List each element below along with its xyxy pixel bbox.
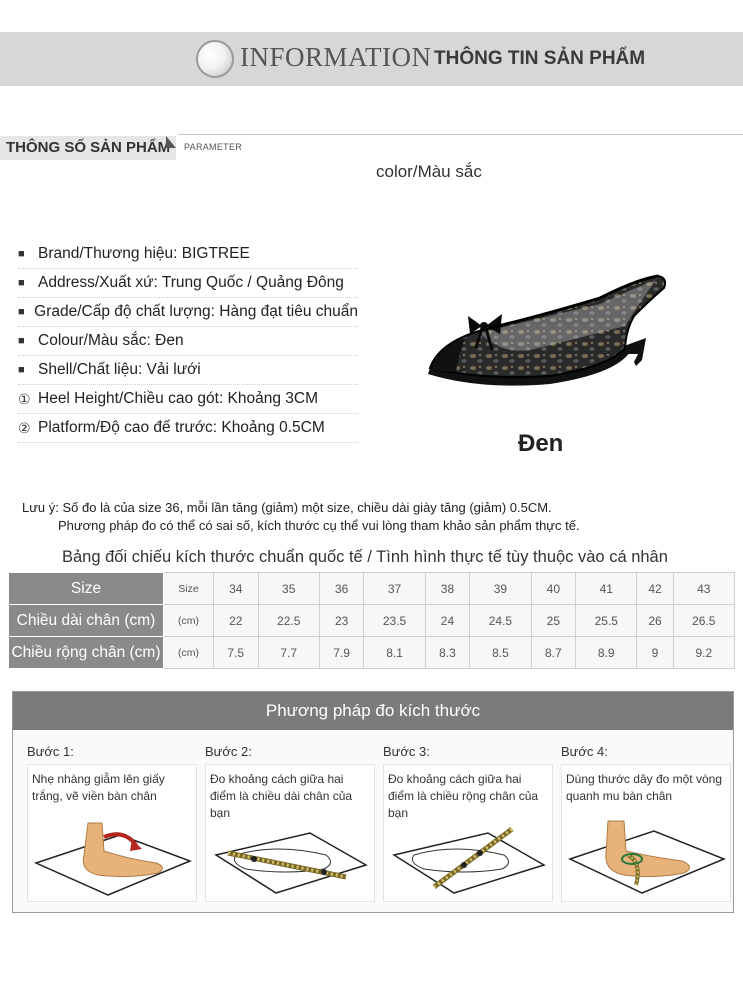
table-cell: 36 — [319, 573, 364, 605]
table-cell: 22.5 — [258, 605, 319, 637]
spec-item-platform — [18, 414, 358, 443]
table-cell: 7.5 — [214, 637, 259, 669]
bullet-icon: ■ — [18, 335, 25, 347]
step-label: Bước 2: — [205, 744, 252, 759]
spec-item-brand — [18, 240, 358, 269]
size-chart-title: Bảng đối chiếu kích thước chuẩn quốc tế / Tình hình thực tế tùy thuộc vào cá nhân — [62, 548, 668, 566]
note-line-2: Phương pháp đo có thể có sai số, kích thước cụ thể vui lòng tham khảo sản phẩm thực tế. — [58, 518, 580, 533]
triangle-icon — [166, 136, 176, 148]
table-cell: 35 — [258, 573, 319, 605]
spec-list — [18, 240, 358, 443]
parameter-header — [0, 134, 743, 160]
table-cell: 26.5 — [673, 605, 734, 637]
table-row — [9, 573, 735, 605]
table-cell: 9 — [637, 637, 673, 669]
table-cell: 24.5 — [470, 605, 531, 637]
row-unit: Size — [164, 573, 214, 605]
step-label: Bước 1: — [27, 744, 74, 759]
step-card — [205, 764, 375, 902]
row-header: Chiều rộng chân (cm) — [9, 637, 164, 669]
table-cell: 26 — [637, 605, 673, 637]
table-cell: 24 — [425, 605, 470, 637]
table-cell: 9.2 — [673, 637, 734, 669]
spec-text: Grade/Cấp độ chất lượng: Hàng đạt tiêu chuẩn — [34, 303, 358, 320]
table-cell: 8.3 — [425, 637, 470, 669]
spec-text: Colour/Màu sắc: Đen — [38, 332, 184, 349]
note-line-1: Lưu ý: Số đo là của size 36, mỗi lần tăng (giảm) một size, chiều dài giày tăng (giảm) 0.5CM. — [22, 500, 552, 515]
table-cell: 39 — [470, 573, 531, 605]
foot-length-ruler-icon — [206, 815, 374, 901]
color-label: color/Màu sắc — [376, 162, 482, 181]
foot-tape-measure-icon — [562, 815, 730, 901]
spec-text: Platform/Độ cao đế trước: Khoảng 0.5CM — [38, 419, 325, 436]
step-3 — [383, 744, 553, 902]
divider — [178, 134, 743, 135]
table-row — [9, 637, 735, 669]
spec-item-material — [18, 356, 358, 385]
step-description: Dùng thước dây đo một vòng quanh mu bàn chân — [566, 772, 722, 803]
spec-text: Heel Height/Chiều cao gót: Khoảng 3CM — [38, 390, 319, 407]
spec-item-heel-height — [18, 385, 358, 414]
step-2 — [205, 744, 375, 902]
foot-width-ruler-icon — [384, 815, 552, 901]
row-header: Chiều dài chân (cm) — [9, 605, 164, 637]
table-cell: 40 — [531, 573, 576, 605]
spec-item-address — [18, 269, 358, 298]
table-cell: 8.1 — [364, 637, 425, 669]
row-unit: (cm) — [164, 605, 214, 637]
spec-text: Shell/Chất liệu: Vải lưới — [38, 361, 201, 378]
measure-panel — [12, 691, 734, 913]
table-row — [9, 605, 735, 637]
parameter-title: THÔNG SỐ SẢN PHẨM — [0, 136, 176, 160]
banner-title-vi: THÔNG TIN SẢN PHẨM — [434, 48, 646, 69]
bullet-icon: ■ — [18, 364, 25, 376]
step-description: Đo khoảng cách giữa hai điểm là chiều dài chân của bạn — [210, 772, 353, 820]
measure-title: Phương pháp đo kích thước — [13, 692, 733, 730]
step-card — [561, 764, 731, 902]
table-cell: 22 — [214, 605, 259, 637]
spec-text: Brand/Thương hiệu: BIGTREE — [38, 245, 250, 262]
table-cell: 25 — [531, 605, 576, 637]
table-cell: 41 — [576, 573, 637, 605]
row-unit: (cm) — [164, 637, 214, 669]
table-cell: 7.7 — [258, 637, 319, 669]
table-cell: 23.5 — [364, 605, 425, 637]
table-cell: 37 — [364, 573, 425, 605]
table-cell: 43 — [673, 573, 734, 605]
circle-logo-icon — [196, 40, 234, 78]
shoe-color-name: Đen — [518, 430, 564, 457]
table-cell: 7.9 — [319, 637, 364, 669]
step-description: Đo khoảng cách giữa hai điểm là chiều rộng chân của bạn — [388, 772, 539, 820]
bullet-icon: ■ — [18, 248, 25, 260]
step-description: Nhẹ nhàng giẫm lên giấy trắng, vẽ viền bàn chân — [32, 772, 165, 803]
row-header: Size — [9, 573, 164, 605]
step-4 — [561, 744, 731, 902]
banner-title-en: INFORMATION — [240, 42, 432, 72]
table-cell: 23 — [319, 605, 364, 637]
table-cell: 8.5 — [470, 637, 531, 669]
step-card — [27, 764, 197, 902]
bullet-icon: ■ — [18, 306, 25, 318]
bullet-icon: ■ — [18, 277, 25, 289]
step-card — [383, 764, 553, 902]
step-label: Bước 3: — [383, 744, 430, 759]
parameter-subtitle: PARAMETER — [184, 142, 243, 152]
number-two-icon: ② — [18, 419, 31, 436]
step-label: Bước 4: — [561, 744, 608, 759]
table-cell: 38 — [425, 573, 470, 605]
spec-item-colour — [18, 327, 358, 356]
foot-on-paper-icon — [28, 815, 196, 901]
information-banner — [0, 32, 743, 86]
number-one-icon: ① — [18, 390, 31, 407]
spec-text: Address/Xuất xứ: Trung Quốc / Quảng Đông — [38, 274, 344, 291]
spec-item-grade — [18, 298, 358, 327]
step-1 — [27, 744, 197, 902]
size-table — [8, 572, 735, 669]
table-cell: 34 — [214, 573, 259, 605]
table-cell: 8.7 — [531, 637, 576, 669]
table-cell: 25.5 — [576, 605, 637, 637]
shoe-image — [420, 268, 670, 398]
table-cell: 42 — [637, 573, 673, 605]
table-cell: 8.9 — [576, 637, 637, 669]
